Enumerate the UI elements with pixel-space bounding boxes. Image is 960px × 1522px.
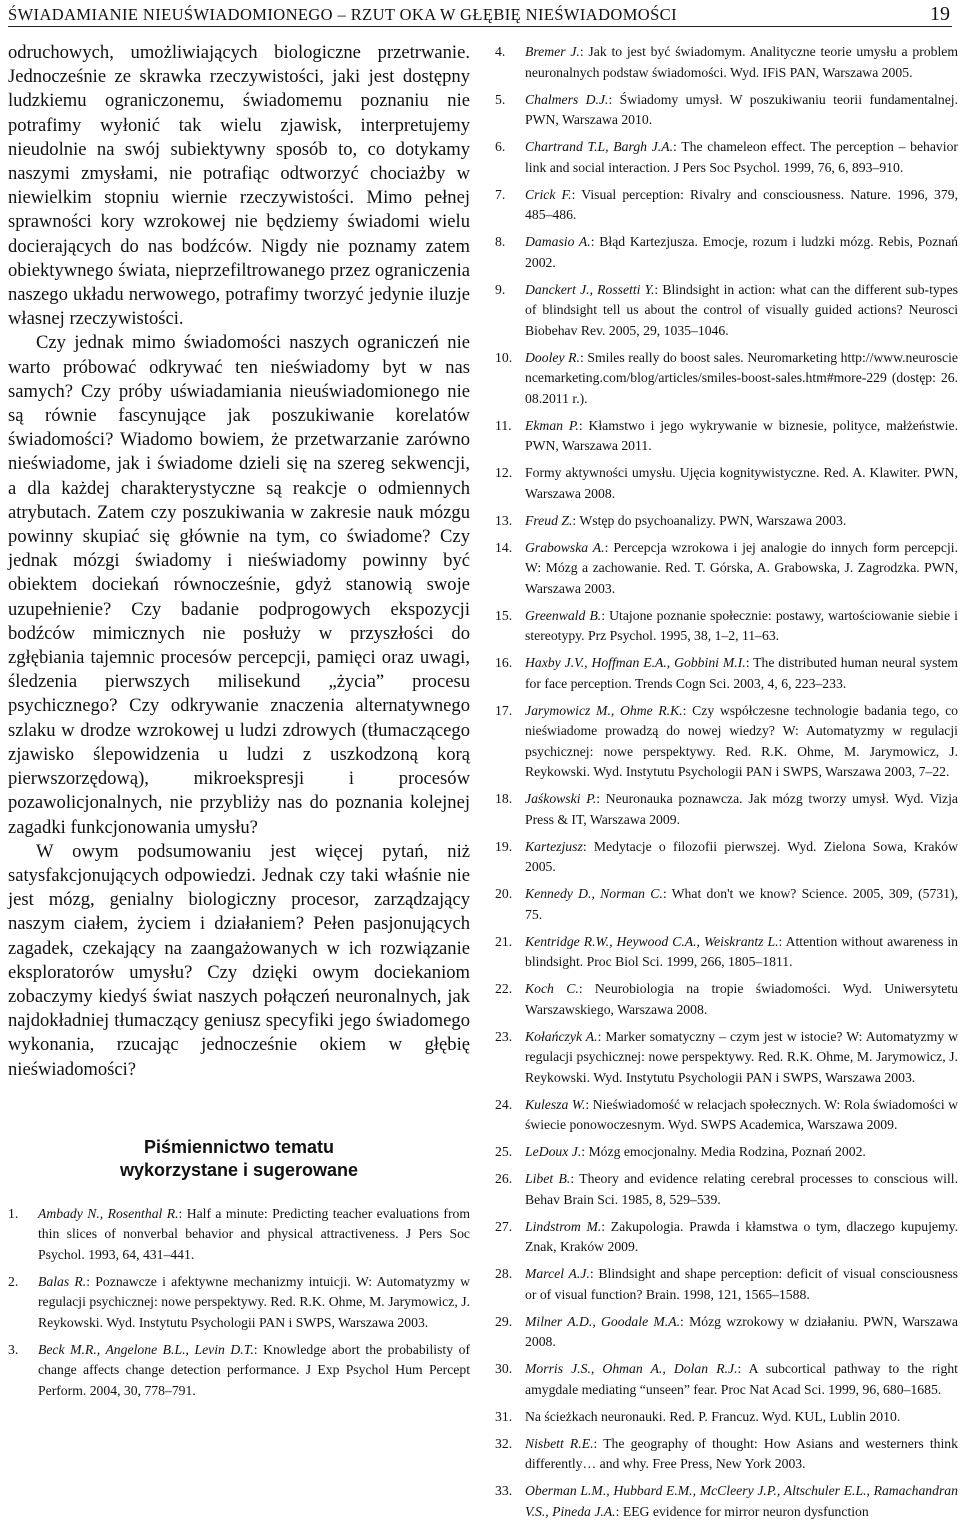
reference-text	[525, 1312, 958, 1353]
reference-item	[495, 1434, 958, 1475]
reference-item	[495, 137, 958, 178]
reference-item	[495, 463, 958, 504]
reference-text	[525, 348, 958, 410]
reference-number: 10.	[495, 349, 513, 365]
reference-details: : Wstęp do psychoanalizy. PWN, Warszawa 2003.	[572, 512, 847, 528]
references-heading-line: Piśmiennictwo tematu	[143, 1136, 335, 1157]
reference-item	[495, 979, 958, 1020]
reference-authors: Kentridge R.W., Heywood C.A., Weiskrantz L.	[525, 933, 779, 949]
reference-item	[495, 232, 958, 273]
reference-details: : Theory and evidence relating cerebral processes to conscious will. Behav Brain Sci. 1985, 8, 529–539.	[525, 1171, 959, 1207]
reference-details: : Visual perception: Rivalry and consciousness. Nature. 1996, 379, 485–486.	[525, 186, 958, 222]
reference-item	[495, 1142, 958, 1163]
reference-item	[495, 884, 958, 925]
reference-details: : Utajone poznanie społecznie: postawy, wartościowanie siebie i stereotypy. Prz Psychol. 1995, 38, 1–2, 11–63.	[525, 607, 958, 643]
reference-number: 15.	[495, 607, 513, 623]
reference-authors: Nisbett R.E.	[525, 1435, 594, 1451]
reference-item	[495, 1481, 958, 1522]
reference-item	[495, 789, 958, 830]
reference-text	[525, 511, 958, 532]
reference-item	[8, 1340, 470, 1402]
reference-number: 11.	[495, 417, 512, 433]
reference-details: : Neurobiologia na tropie świadomości. Wyd. Uniwersytetu Warszawskiego, Warszawa 2008.	[525, 981, 958, 1017]
reference-text	[525, 137, 958, 178]
reference-item	[495, 280, 958, 342]
reference-text	[525, 837, 958, 878]
reference-authors: Jarymowicz M., Ohme R.K.	[525, 702, 683, 718]
reference-details: : Kłamstwo i jego wykrywanie w biznesie, polityce, małżeństwie. PWN, Warszawa 2011.	[525, 417, 959, 453]
references-heading	[8, 1136, 470, 1182]
reference-item	[8, 1272, 470, 1334]
references-heading-line: wykorzystane i sugerowane	[119, 1159, 359, 1180]
reference-number: 8.	[495, 234, 506, 249]
reference-authors: Greenwald B.	[525, 607, 602, 623]
reference-authors: Marcel A.J.	[525, 1266, 590, 1281]
reference-text	[525, 653, 958, 694]
reference-authors: Chartrand T.L, Bargh J.A.	[525, 139, 673, 154]
reference-item	[495, 1359, 958, 1400]
reference-number: 23.	[495, 1028, 513, 1044]
reference-details: : Jak to jest być świadomym. Analityczne teorie umysłu a problem neuronalnych podstaw świadomości. Wyd. IFiS PAN, Warszawa 2005.	[525, 44, 958, 80]
reference-authors: Kołańczyk A.	[525, 1028, 598, 1044]
reference-item	[495, 1264, 958, 1305]
reference-text	[525, 463, 958, 504]
reference-text	[525, 1027, 958, 1089]
reference-authors: Freud Z.	[525, 512, 573, 528]
reference-authors: Morris J.S., Ohman A., Dolan R.J.	[525, 1361, 738, 1376]
reference-number: 30.	[495, 1361, 513, 1376]
reference-authors: Haxby J.V., Hoffman E.A., Gobbini M.I.	[525, 655, 746, 670]
reference-details: : Nieświadomość w relacjach społecznych. W: Rola świadomości w świecie ponowoczesnym. Wyd. SWPS Academica, Warszawa 2009.	[525, 1096, 958, 1132]
reference-item	[495, 1312, 958, 1353]
reference-number: 29.	[495, 1313, 513, 1329]
body-paragraph: W owym podsumowaniu jest więcej pytań, niż satysfakcjonujących odpowiedzi. Jednak czy taki właśnie nie jest mózg, genialny biologiczny procesor, zarządzający naszym ciałem, życiem i działaniem? Pełen pasjonujących zagadek, czekający na zaangażowanych w ich rozwiązanie eksploratorów umysłu? Czy dzięki owym dociekaniom zobaczymy kiedyś świat naszych połączeń neuronalnych, jak najdokładniej tłumaczący geniusz specyfiki jego świadomego wykonania, rzucając jednocześnie okiem w głębię nieświadomości?	[8, 840, 470, 1080]
reference-text	[525, 1217, 958, 1258]
reference-item	[495, 653, 958, 694]
reference-item	[495, 837, 958, 878]
reference-number: 33.	[495, 1483, 513, 1498]
body-paragraph: odruchowych, umożliwiających biologiczne przetrwanie. Jednocześnie ze skrawka rzeczywistości, jaki jest dostępny ludzkiemu ograniczonemu, świadomemu poznaniu nie potrafimy wyłonić tak wielu zjawisk, interpretujemy nieudolnie na swój subiektywny sposób to, co dotykamy naszymi zmysłami, nie potrafiąc odtworzyć chociażby w niewielkim stopniu wiernie rzeczywistości. Mimo pełnej sprawności kory wzrokowej nie będziemy świadomi wielu docierających do nas bodźców. Nigdy nie poznamy zatem obiektywnego świata, nieprzefiltrowanego przez ograniczenia naszego układu nerwowego, potrafimy tworzyć jedynie iluzje własnej rzeczywistości.	[8, 42, 470, 330]
reference-details: : Medytacje o filozofii pierwszej. Wyd. Zielona Sowa, Kraków 2005.	[525, 838, 958, 874]
reference-details: : Zakupologia. Prawda i kłamstwa o tym, dlaczego kupujemy. Znak, Kraków 2009.	[525, 1218, 958, 1254]
reference-text	[525, 90, 958, 131]
reference-text	[525, 979, 958, 1020]
reference-details: : Czy współczesne technologie badania tego, co nieświadome prowadzą do nowej wiedzy? W: Automatyzmy w regulacji psychicznej: nowe perspektywy. Red. R.K. Ohme, M. Jarymowicz, J. Reykowski. Wyd. Instytutu Psychologii PAN i SWPS, Warszawa 2003, 7–22.	[525, 702, 958, 779]
reference-item	[495, 701, 958, 783]
reference-details: : Smiles really do boost sales. Neuromarketing http://www.neurosciencemarketing.com/blog/articles/smiles-boost-sales.htm#more-229 (dostęp: 26.08.2011 r.).	[525, 349, 959, 406]
reference-details: : The distributed human neural system for face perception. Trends Cogn Sci. 2003, 4, 6, 223–233.	[525, 655, 958, 691]
reference-authors: Lindstrom M.	[525, 1218, 602, 1234]
reference-item	[495, 932, 958, 973]
reference-text	[525, 538, 958, 600]
reference-number: 27.	[495, 1218, 513, 1234]
reference-number: 7.	[495, 186, 506, 202]
reference-authors: Libet B.	[525, 1171, 571, 1186]
reference-item	[495, 538, 958, 600]
reference-authors: Kennedy D., Norman C.	[525, 886, 663, 901]
reference-item	[495, 1095, 958, 1136]
reference-number: 24.	[495, 1096, 513, 1112]
reference-item	[495, 1407, 958, 1428]
reference-text	[525, 932, 958, 973]
reference-item	[495, 416, 958, 457]
reference-item	[495, 42, 958, 83]
reference-number: 19.	[495, 838, 513, 854]
reference-authors: Damasio A.	[525, 234, 591, 249]
reference-number: 3.	[8, 1341, 19, 1357]
reference-number: 16.	[495, 655, 513, 670]
reference-details: Formy aktywności umysłu. Ujęcia kognitywistyczne. Red. A. Klawiter. PWN, Warszawa 2008.	[525, 465, 958, 501]
reference-details: : Mózg emocjonalny. Media Rodzina, Poznań 2002.	[581, 1144, 866, 1159]
reference-authors: Ambady N., Rosenthal R.	[38, 1205, 179, 1221]
reference-number: 22.	[495, 981, 513, 996]
reference-authors: Balas R.	[38, 1273, 87, 1289]
reference-text	[525, 185, 958, 226]
right-column	[495, 42, 958, 1522]
reference-authors: Chalmers D.J.	[525, 91, 609, 107]
reference-text	[525, 1359, 958, 1400]
reference-text	[525, 416, 958, 457]
reference-text	[38, 1272, 470, 1334]
reference-details: : EEG evidence for mirror neuron dysfunction	[615, 1503, 869, 1519]
reference-text	[525, 1434, 958, 1475]
reference-details: : Knowledge abort the probabilisty of change affects change detection performance. J Exp Psychol Hum Percept Perform. 2004, 30, 778–791.	[38, 1341, 470, 1398]
reference-authors: Grabowska A.	[525, 539, 605, 555]
reference-authors: LeDoux J.	[525, 1144, 582, 1159]
reference-authors: Danckert J., Rossetti Y.	[525, 281, 655, 297]
reference-item	[495, 1217, 958, 1258]
page-number: 19	[930, 3, 950, 25]
reference-details: : Świadomy umysł. W poszukiwaniu teorii fundamentalnej. PWN, Warszawa 2010.	[525, 91, 958, 127]
reference-number: 32.	[495, 1435, 513, 1451]
reference-text	[525, 606, 958, 647]
reference-authors: Crick F.	[525, 186, 572, 202]
reference-authors: Jaśkowski P.	[525, 791, 597, 806]
reference-details: : Half a minute: Predicting teacher evaluations from thin slices of nonverbal behavior and physical attractiveness. J Pers Soc Psychol. 1993, 64, 431–441.	[38, 1205, 470, 1262]
reference-details: : A subcortical pathway to the right amygdale mediating “unseen” fear. Proc Nat Acad Sci. 1999, 96, 680–1685.	[525, 1361, 958, 1397]
reference-number: 5.	[495, 91, 506, 107]
reference-authors: Dooley R.	[525, 349, 580, 365]
reference-authors: Oberman L.M., Hubbard E.M., McCleery J.P., Altschuler E.L., Ramachandran V.S., Pineda J.A.	[525, 1483, 958, 1519]
reference-item	[495, 1169, 958, 1210]
reference-item	[495, 90, 958, 131]
reference-text	[525, 701, 958, 783]
reference-item	[495, 511, 958, 532]
reference-details: : Blindsight and shape perception: deficit of visual consciousness or of visual function? Brain. 1998, 121, 1565–1588.	[525, 1266, 958, 1302]
reference-details: : Neuronauka poznawcza. Jak mózg tworzy umysł. Wyd. Vizja Press & IT, Warszawa 2009.	[525, 791, 959, 827]
reference-number: 26.	[495, 1171, 513, 1186]
reference-authors: Kulesza W.	[525, 1096, 586, 1112]
reference-list	[8, 1204, 470, 1402]
reference-item	[495, 1027, 958, 1089]
reference-number: 14.	[495, 539, 513, 555]
reference-item	[495, 348, 958, 410]
reference-details: : Poznawcze i afektywne mechanizmy intuicji. W: Automatyzmy w regulacji psychicznej: nowe perspektywy. Red. R.K. Ohme, M. Jarymowicz, J. Reykowski. Wyd. Instytutu Psychologii PAN i SWPS, Warszawa 2003.	[38, 1273, 471, 1330]
reference-authors: Beck M.R., Angelone B.L., Levin D.T.	[38, 1341, 254, 1357]
reference-authors: Ekman P.	[525, 417, 579, 433]
reference-number: 20.	[495, 886, 513, 901]
reference-text	[38, 1204, 470, 1266]
running-header	[8, 4, 952, 27]
reference-details: : Błąd Kartezjusza. Emocje, rozum i ludzki mózg. Rebis, Poznań 2002.	[525, 234, 959, 270]
reference-number: 31.	[495, 1408, 513, 1424]
reference-details: : Percepcja wzrokowa i jej analogie do innych form percepcji. W: Mózg a zachowanie. Red. T. Górska, A. Grabowska, J. Zagrodzka. PWN, Warszawa 2003.	[525, 539, 958, 596]
reference-details: : Blindsight in action: what can the different sub-types of blindsight tell us about the control of visually guided actions? Neurosci Biobehav Rev. 2005, 29, 1035–1046.	[525, 281, 958, 338]
reference-authors: Milner A.D., Goodale M.A.	[525, 1313, 681, 1329]
reference-number: 12.	[495, 465, 513, 480]
reference-number: 2.	[8, 1273, 19, 1289]
reference-details: : The chameleon effect. The perception – behavior link and social interaction. J Pers Soc Psychol. 1999, 76, 6, 893–910.	[525, 139, 958, 175]
reference-authors: Koch C.	[525, 981, 579, 996]
left-column	[8, 41, 470, 1401]
reference-text	[525, 280, 958, 342]
reference-number: 17.	[495, 702, 513, 718]
reference-details: : Attention without awareness in blindsight. Proc Biol Sci. 1999, 266, 1805–1811.	[525, 933, 958, 969]
reference-text	[525, 1264, 958, 1305]
reference-number: 13.	[495, 512, 513, 528]
reference-number: 1.	[8, 1205, 19, 1221]
reference-number: 4.	[495, 44, 506, 59]
reference-details: : What don't we know? Science. 2005, 309, (5731), 75.	[525, 886, 958, 922]
reference-text	[525, 1481, 958, 1522]
reference-details: : Mózg wzrokowy w działaniu. PWN, Warszawa 2008.	[525, 1313, 959, 1349]
reference-text	[38, 1340, 470, 1402]
reference-authors: Bremer J.	[525, 44, 580, 59]
reference-details: : Marker somatyczny – czym jest w istocie? W: Automatyzmy w regulacji psychicznej: nowe perspektywy. Red. R.K. Ohme, M. Jarymowicz, J. Reykowski. Wyd. Instytutu Psychologii PAN i SWPS, Warszawa 2003.	[525, 1028, 958, 1085]
reference-authors: Kartezjusz	[525, 838, 583, 854]
reference-number: 9.	[495, 281, 506, 297]
body-paragraph: Czy jednak mimo świadomości naszych ograniczeń nie warto próbować odkrywać ten nieświadomy byt w nas samych? Czy próby uświadamiania nieuświadomionego nie są równie fascynujące jak poszukiwanie korelatów świadomości? Wiadomo bowiem, że przetwarzanie zarówno nieświadome, jak i świadome dzieli się na szereg sekwencji, a dla każdej charakterystyczne są reakcje o odmiennych atrybutach. Zatem czy poszukiwania w zakresie nauk mózgu powinny skupiać się głównie na tym, co świadome? Czy jednak mózgi świadomy i nieświadomy powinny być obiektem dociekań równocześnie, gdyż stanowią swoje uzupełnienie? Czy badanie podprogowych ekspozycji bodźców mimicznych nie posłuży w przyszłości do zgłębiania tajemnic procesów percepcji, pamięci oraz uwagi, śledzenia pierwszych milisekund „życia” procesu psychicznego? Czy odkrywanie znaczenia alternatywnego szlaku w drodze wzrokowej u ludzi zdrowych (tłumaczącego zjawisko ślepowidzenia u ludzi z uszkodzoną korą pierwszorzędową), mikroekspresji i procesów pozawolicjonalnych, nie przybliży nas do poznania kolejnej zagadki funkcjonowania umysłu?	[8, 332, 470, 838]
reference-details: Na ścieżkach neuronauki. Red. P. Francuz. Wyd. KUL, Lublin 2010.	[525, 1408, 901, 1424]
reference-number: 21.	[495, 933, 513, 949]
reference-text	[525, 789, 958, 830]
reference-text	[525, 1142, 958, 1163]
reference-number: 18.	[495, 791, 513, 806]
reference-details: : The geography of thought: How Asians and westerners think differently… and why. Free Press, New York 2003.	[525, 1435, 958, 1471]
reference-number: 28.	[495, 1266, 513, 1281]
reference-number: 25.	[495, 1144, 513, 1159]
reference-text	[525, 232, 958, 273]
reference-item	[8, 1204, 470, 1266]
reference-text	[525, 42, 958, 83]
running-title: ŚWIADAMIANIE NIEUŚWIADOMIONEGO – RZUT OKA W GŁĘBIĘ NIEŚWIADOMOŚCI	[8, 5, 677, 24]
reference-text	[525, 1169, 958, 1210]
reference-item	[495, 185, 958, 226]
reference-number: 6.	[495, 139, 506, 154]
reference-text	[525, 884, 958, 925]
reference-item	[495, 606, 958, 647]
reference-text	[525, 1407, 958, 1428]
body-text	[8, 41, 470, 1082]
reference-text	[525, 1095, 958, 1136]
